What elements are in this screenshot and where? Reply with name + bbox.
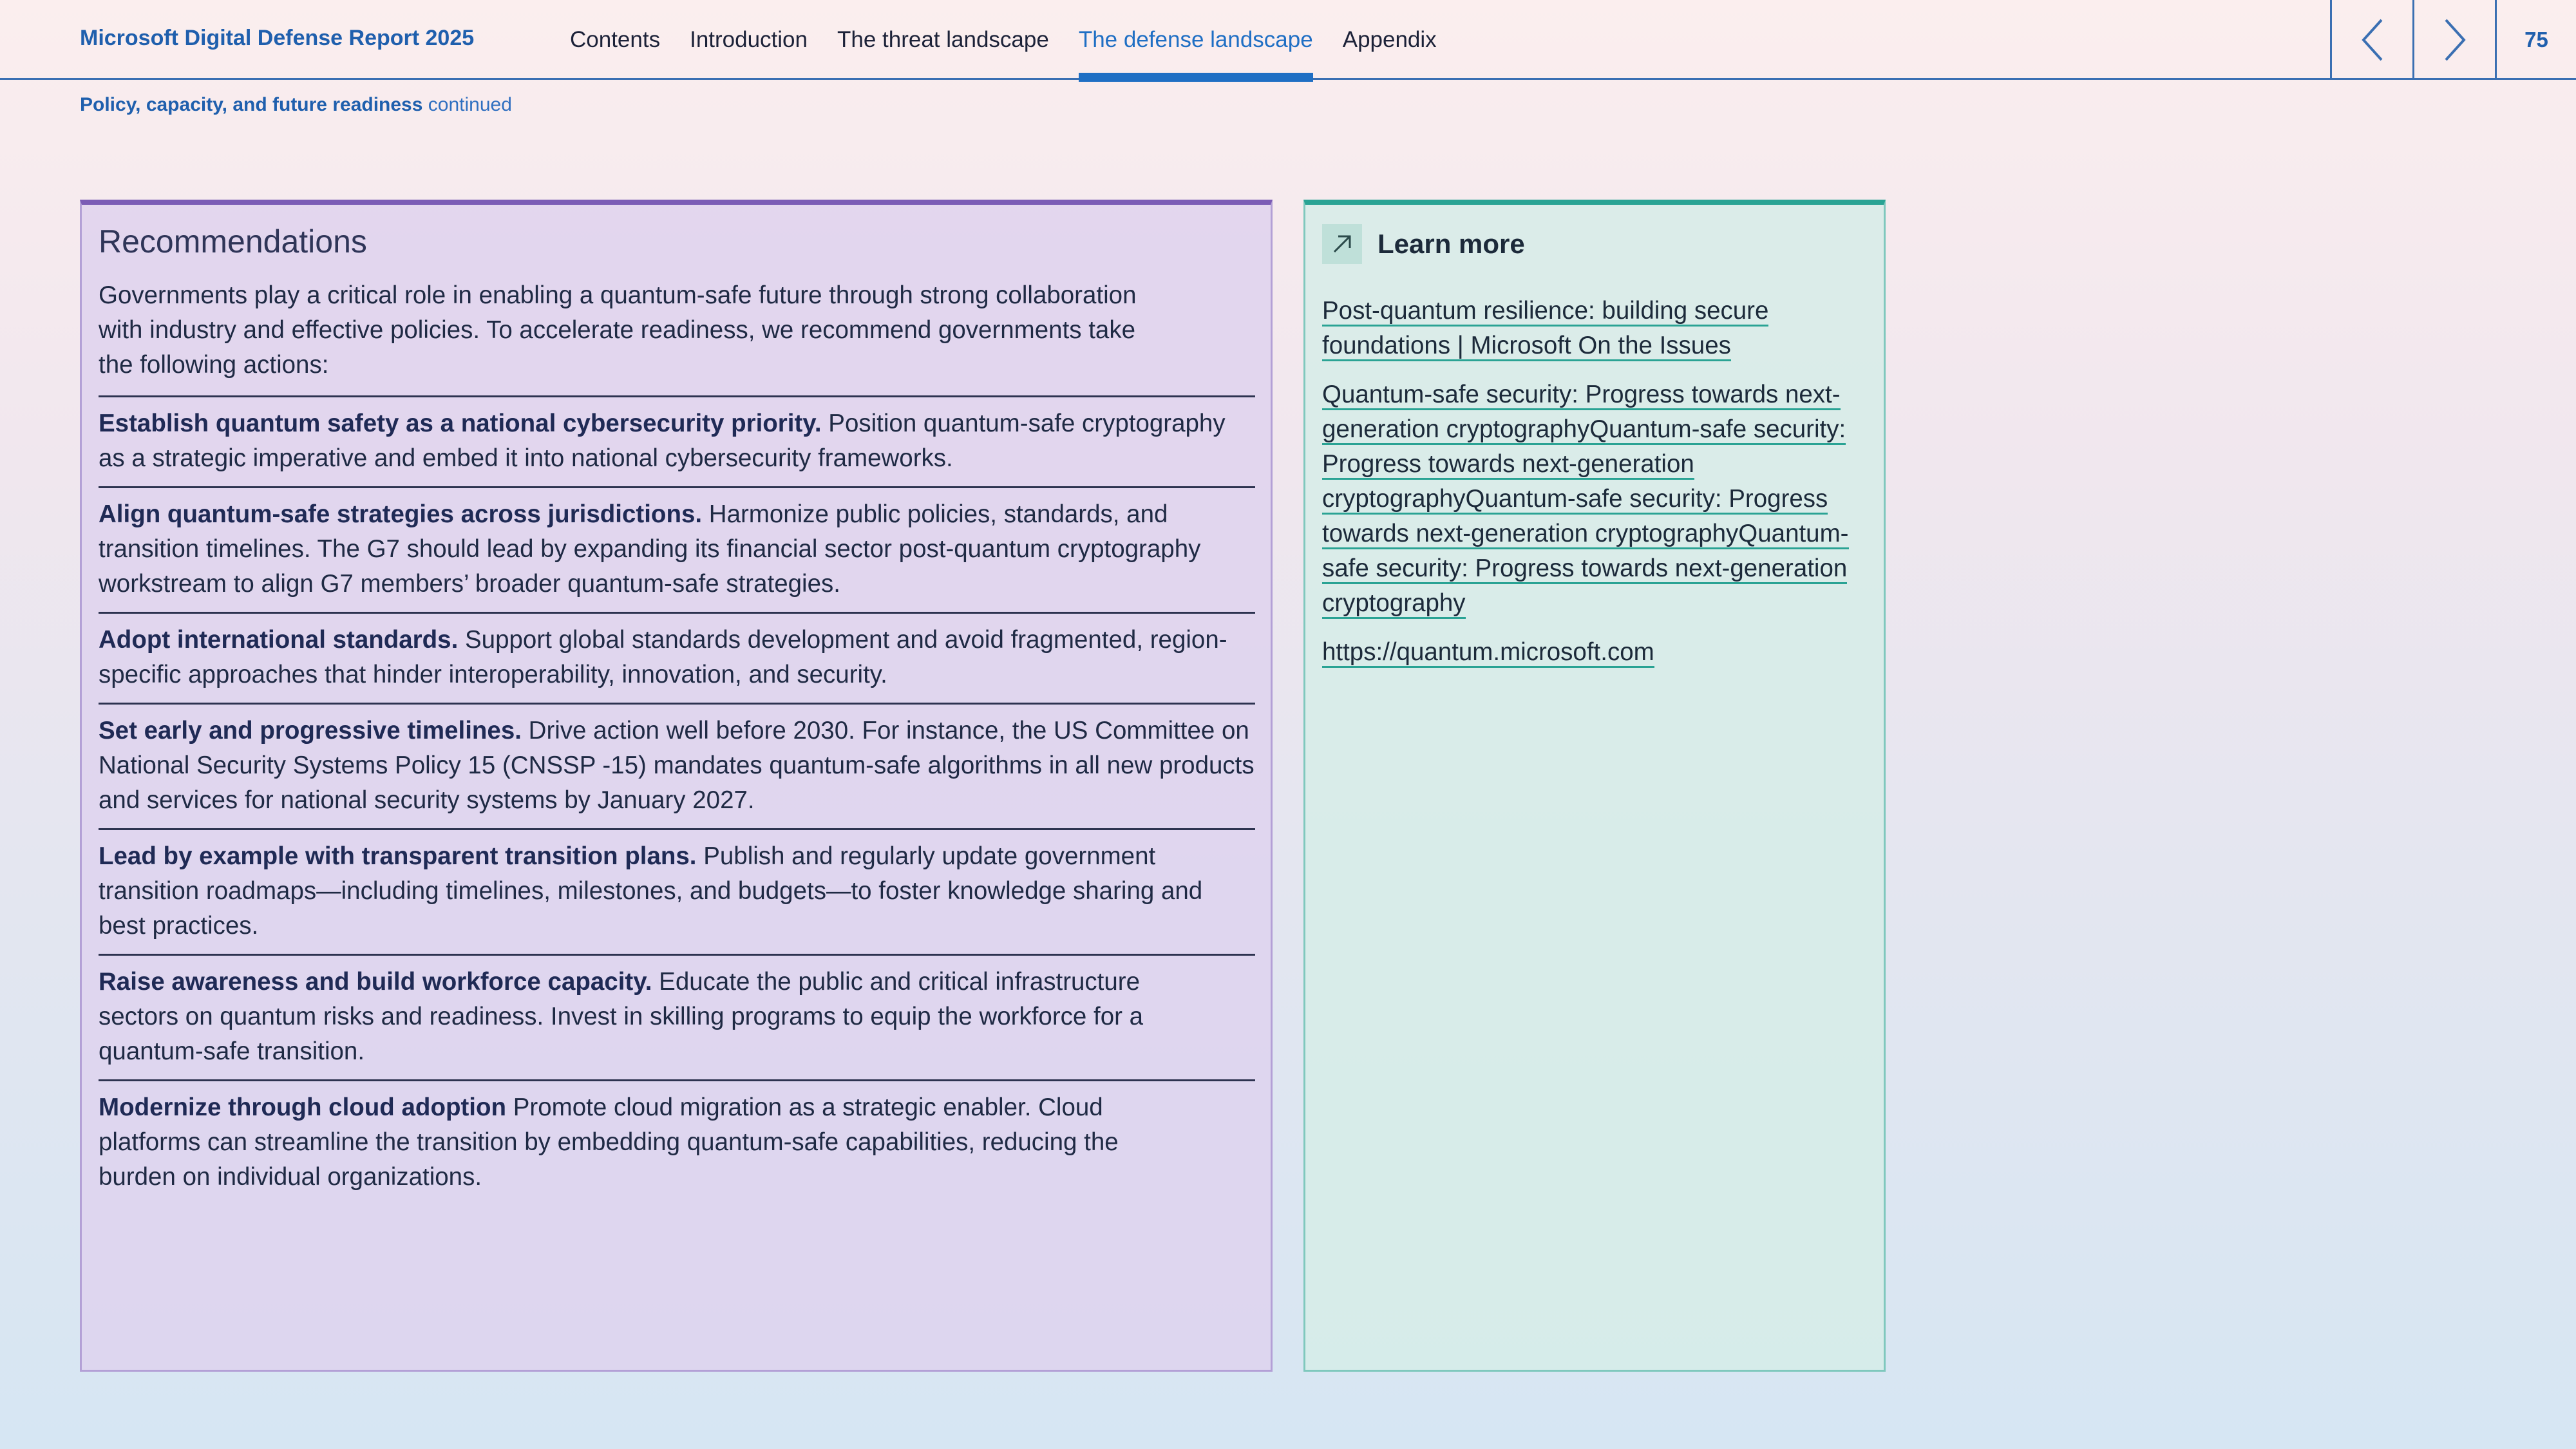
learn-more-link-text[interactable]: Quantum-safe security: Progress towards next-generation cryptographyQuantum-safe security: Progress towards next-generation cryptographyQuantum-safe security: Progress towards next-generation cryptographyQuantum-safe security: Progress towards next-generation cryptography	[1322, 381, 1849, 619]
recommendation-lead: Lead by example with transparent transition plans.	[99, 842, 697, 870]
nav-introduction[interactable]: Introduction	[690, 27, 808, 52]
section-title: Policy, capacity, and future readiness	[80, 94, 423, 115]
recommendation-lead: Set early and progressive timelines.	[99, 717, 522, 744]
arrow-up-right-icon	[1322, 224, 1362, 264]
recommendation-item	[99, 954, 1255, 1079]
recommendation-item	[99, 395, 1255, 486]
next-page-button[interactable]	[2412, 0, 2495, 80]
chevron-right-icon	[2442, 17, 2468, 62]
recommendation-item	[99, 486, 1255, 612]
page-number: 75	[2495, 0, 2576, 80]
recommendation-body	[99, 1090, 1168, 1195]
recommendation-item	[99, 612, 1255, 703]
recommendation-text: Harmonize public policies, standards, and transition timelines. The G7 should lead by expanding its financial sector post-quantum cryptography workstream to align G7 members’ broader quantum-safe strategies.	[99, 500, 1201, 598]
top-navigation-bar	[0, 0, 2576, 80]
recommendation-text: Educate the public and critical infrastructure sectors on quantum risks and readiness. Invest in skilling programs to equip the workforce for a quantum-safe transition.	[99, 968, 1144, 1065]
learn-more-header	[1322, 224, 1867, 264]
nav-appendix[interactable]: Appendix	[1342, 27, 1437, 52]
recommendation-lead: Raise awareness and build workforce capacity.	[99, 968, 652, 996]
recommendation-text: Drive action well before 2030. For instance, the US Committee on National Security Systems Policy 15 (CNSSP -15) mandates quantum-safe algorithms in all new products and services for national security systems by January 2027.	[99, 717, 1255, 814]
recommendation-item	[99, 828, 1255, 954]
learn-more-link-text[interactable]: https://quantum.microsoft.com	[1322, 638, 1654, 668]
recommendation-lead: Align quantum-safe strategies across jurisdictions.	[99, 500, 703, 528]
recommendation-lead: Establish quantum safety as a national cybersecurity priority.	[99, 410, 822, 437]
recommendation-text: Position quantum-safe cryptography as a strategic imperative and embed it into national cybersecurity frameworks.	[99, 410, 1226, 472]
recommendations-panel	[80, 200, 1273, 1372]
recommendation-text: Support global standards development and avoid fragmented, region-specific approaches that hinder interoperability, innovation, and security.	[99, 626, 1227, 688]
recommendations-intro: Governments play a critical role in enabling a quantum-safe future through strong collaboration with industry and effective policies. To accelerate readiness, we recommend governments take the following actions:	[99, 281, 1137, 379]
learn-more-link[interactable]	[1322, 377, 1867, 621]
recommendations-title: Recommendations	[99, 223, 367, 260]
learn-more-link-text[interactable]: Post-quantum resilience: building secure foundations | Microsoft On the Issues	[1322, 297, 1768, 361]
learn-more-link[interactable]	[1322, 635, 1867, 670]
section-suffix: continued	[428, 94, 512, 115]
nav-contents[interactable]: Contents	[570, 27, 661, 52]
recommendation-body	[99, 965, 1168, 1069]
nav-threat-landscape[interactable]: The threat landscape	[837, 27, 1049, 52]
recommendation-lead: Adopt international standards.	[99, 626, 459, 654]
main-nav	[570, 0, 1466, 80]
learn-more-link[interactable]	[1322, 294, 1867, 363]
recommendation-item	[99, 1079, 1255, 1205]
recommendation-text: Promote cloud migration as a strategic enabler. Cloud platforms can streamline the transition by embedding quantum-safe capabilities, reducing the burden on individual organizations.	[99, 1094, 1119, 1191]
recommendation-item	[99, 703, 1255, 828]
learn-more-panel	[1303, 200, 1886, 1372]
learn-more-title: Learn more	[1378, 229, 1525, 259]
nav-defense-landscape[interactable]: The defense landscape	[1079, 0, 1313, 80]
recommendations-list	[99, 395, 1255, 1205]
recommendation-lead: Modernize through cloud adoption	[99, 1094, 507, 1121]
previous-page-button[interactable]	[2330, 0, 2412, 80]
chevron-left-icon	[2360, 17, 2385, 62]
recommendation-text: Publish and regularly update government transition roadmaps—including timelines, milestones, and budgets—to foster knowledge sharing and best practices.	[99, 842, 1203, 940]
section-label	[80, 94, 512, 116]
report-title[interactable]: Microsoft Digital Defense Report 2025	[80, 26, 475, 50]
